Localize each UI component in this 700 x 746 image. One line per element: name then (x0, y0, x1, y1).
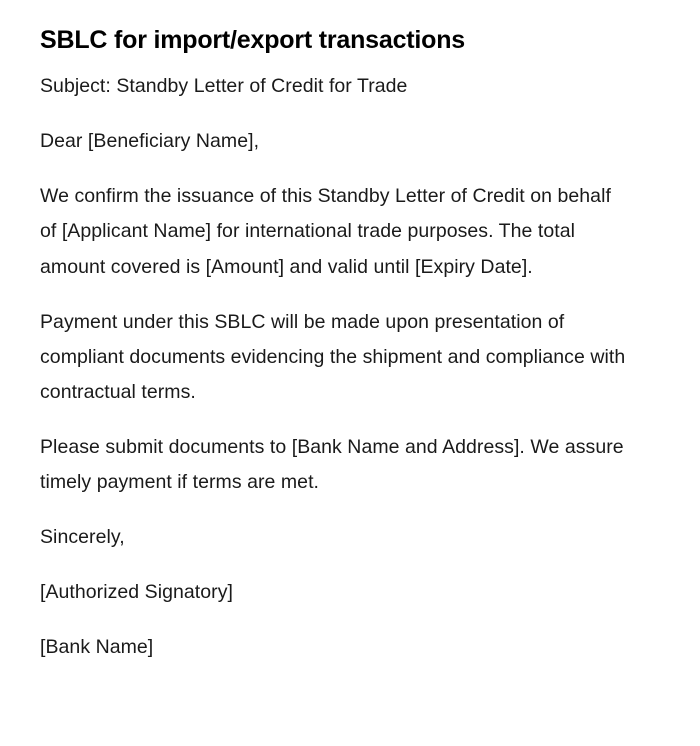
subject-line: Subject: Standby Letter of Credit for Trade (40, 75, 408, 97)
letter-document (40, 22, 630, 685)
closing: Sincerely, (40, 526, 125, 549)
bank-name: [Bank Name] (40, 636, 154, 659)
body-paragraph-issuance: We confirm the issuance of this Standby Letter of Credit on behalf of [Applicant Name] for international trade purposes. The total amount covered is [Amount] and valid until [Expiry Date]. (40, 184, 611, 278)
signatory: [Authorized Signatory] (40, 581, 233, 604)
body-paragraph-payment: Payment under this SBLC will be made upon presentation of compliant documents evidencing the shipment and compliance with contractual terms. (40, 310, 626, 404)
body-paragraph-submission: Please submit documents to [Bank Name and Address]. We assure timely payment if terms are met. (40, 436, 624, 494)
salutation: Dear [Beneficiary Name], (40, 129, 260, 152)
document-title: SBLC for import/export transactions (40, 26, 465, 54)
